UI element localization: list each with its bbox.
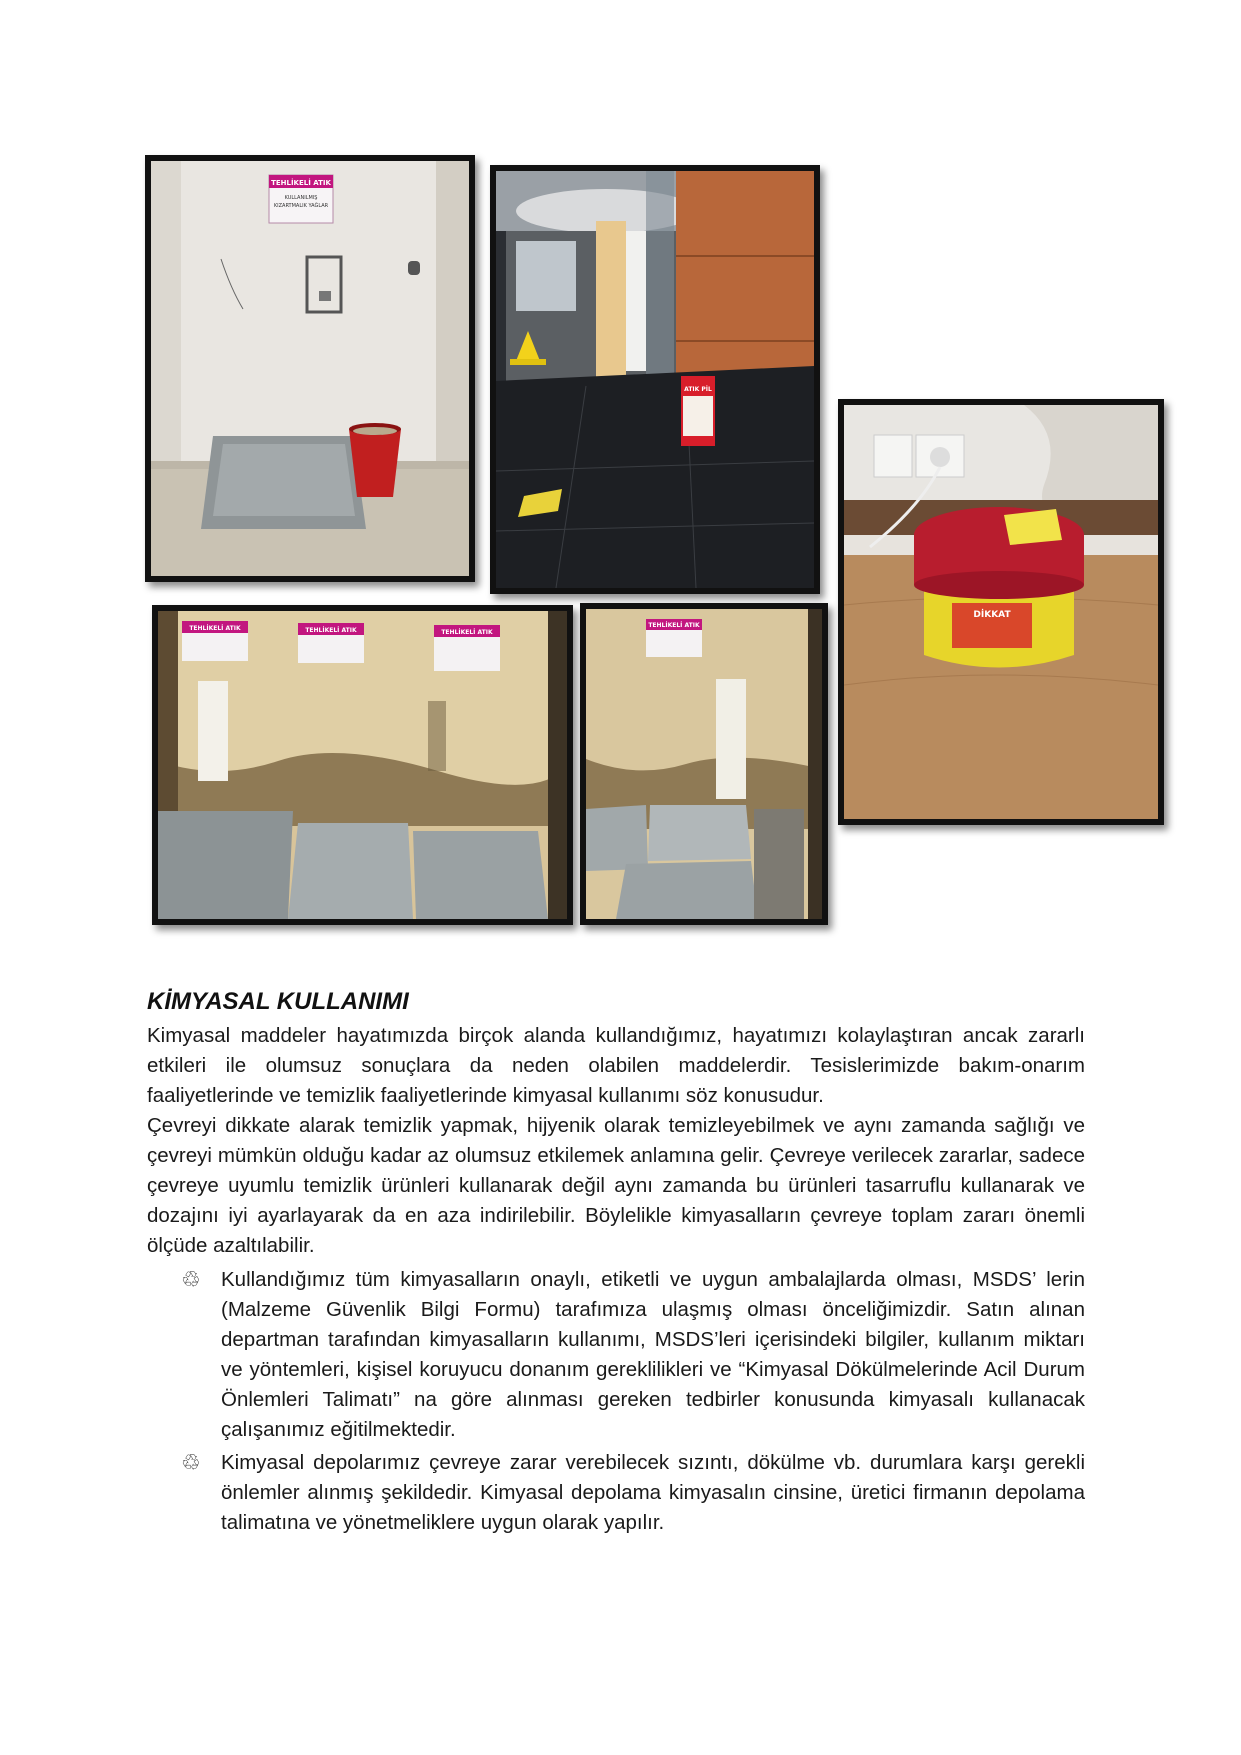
paragraph-cleaning: Çevreyi dikkate alarak temizlik yapmak, hijyenik olarak temizleyebilmek ve aynı zamanda sağlığı ve çevreyi mümkün olduğu kadar az olumsuz etkilemek anlamına gelir. Çevreye verilecek zararlar, sadece çevreye uyumlu temizlik ürünleri kullanarak değil aynı zamanda bu ürünleri tasarruflu kullanarak ve dozajını iyi ayarlayarak da en aza indirilebilir. Böylelikle kimyasalların çevreye toplam zararı önemli ölçüde azaltılabilir. xyxy=(147,1114,1085,1257)
bullet-item xyxy=(147,1265,1085,1445)
bullet-text: Kimyasal depolarımız çevreye zarar verebilecek sızıntı, dökülme vb. durumlara karşı gerekli önlemler alınmış şekildedir. Kimyasal depolama kimyasalın cinsine, üretici firmanın depolama talimatına ve yönetmeliklere uygun olarak yapılır. xyxy=(221,1451,1085,1534)
text-block xyxy=(147,985,1085,1541)
photo-battery-waste-box xyxy=(490,165,820,594)
svg-text:TEHLİKELİ ATIK: TEHLİKELİ ATIK xyxy=(305,627,357,634)
recycle-icon: ♲ xyxy=(181,1451,201,1476)
svg-text:TEHLİKELİ ATIK: TEHLİKELİ ATIK xyxy=(441,629,493,636)
photo-chemical-trays xyxy=(580,603,828,925)
svg-text:TEHLİKELİ ATIK: TEHLİKELİ ATIK xyxy=(189,625,241,632)
photo-medical-waste-container xyxy=(838,399,1164,825)
svg-text:DİKKAT: DİKKAT xyxy=(973,610,1011,620)
svg-text:TEHLİKELİ ATIK: TEHLİKELİ ATIK xyxy=(648,622,700,629)
photo-waste-oil-area xyxy=(145,155,475,582)
svg-text:TEHLİKELİ ATIK: TEHLİKELİ ATIK xyxy=(271,179,331,187)
svg-text:KULLANILMIŞ: KULLANILMIŞ xyxy=(284,195,318,201)
photo-hazardous-waste-trays xyxy=(152,605,573,925)
section-title: KİMYASAL KULLANIMI xyxy=(147,988,409,1015)
recycle-icon: ♲ xyxy=(181,1268,201,1293)
bullet-text: Kullandığımız tüm kimyasalların onaylı, etiketli ve uygun ambalajlarda olması, MSDS’ lerin (Malzeme Güvenlik Bilgi Formu) tarafımıza ulaşmış olması önceliğimizdir. Satın alınan departman tarafından kimyasalların kullanımı, MSDS’leri içerisindeki bilgiler, kullanım miktarı ve yöntemleri, kişisel koruyucu donanım gereklilikleri ve “Kimyasal Dökülmelerinde Acil Durum Önlemleri Talimatı” na göre alınması gereken tedbirler konusunda kimyasalı kullanacak çalışanımız eğitilmektedir. xyxy=(221,1268,1085,1441)
svg-text:KIZARTMALIK YAĞLAR: KIZARTMALIK YAĞLAR xyxy=(273,203,329,209)
paragraph-intro: Kimyasal maddeler hayatımızda birçok alanda kullandığımız, hayatımızı kolaylaştıran ancak zararlı etkileri ile olumsuz sonuçlara da neden olabilen maddelerdir. Tesislerimizde bakım-onarım faaliyetlerinde ve temizlik faaliyetlerinde kimyasal kullanımı söz konusudur. xyxy=(147,1024,1085,1107)
bullet-list xyxy=(147,1265,1085,1538)
bullet-item xyxy=(147,1448,1085,1538)
svg-text:ATIK PİL: ATIK PİL xyxy=(684,386,712,393)
